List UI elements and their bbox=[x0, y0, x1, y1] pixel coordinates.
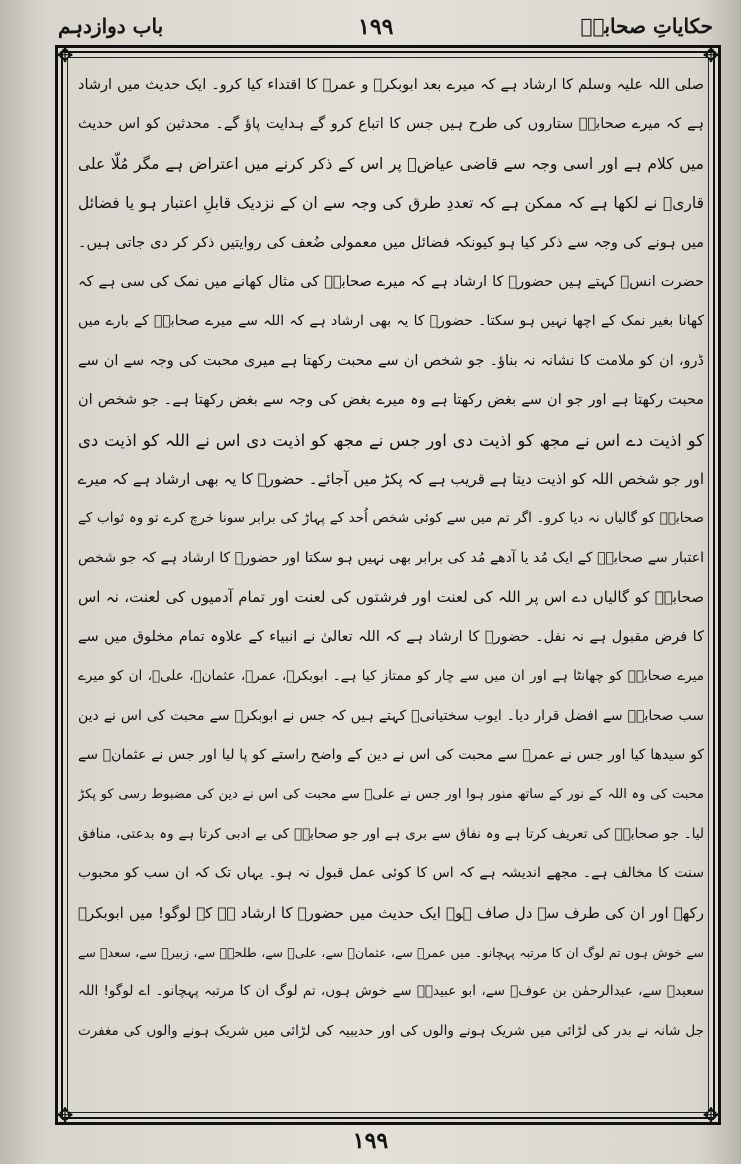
text-line: کو اذیت دے اس نے مجھ کو اذیت دی اور جس نے مجھ کو اذیت دی اس نے اللہ کو اذیت دی bbox=[78, 430, 704, 450]
text-line: ہے کہ میرے صحابہؓ ستاروں کی طرح ہیں جس کا اتباع کرو گے ہدایت پاؤ گے۔ محدثین کو اس حدیث bbox=[78, 116, 704, 133]
text-line: سنت کا مخالف ہے۔ مجھے اندیشہ ہے کہ اس کا کوئی عمل قبول نہ ہو۔ یہاں تک کہ ان سب کو محبوب bbox=[78, 865, 704, 882]
text-line: لیا۔ جو صحابہؓ کی تعریف کرتا ہے وہ نفاق سے بری ہے اور جو صحابہؓ کی بے ادبی کرتا ہے وہ بدعتی، منافق bbox=[78, 825, 704, 842]
text-line: صحابہؓ کو گالیاں دے اس پر اللہ کی لعنت اور فرشتوں کی لعنت اور تمام آدمیوں کی لعنت، نہ اس bbox=[78, 588, 704, 607]
text-line: صلی اللہ علیہ وسلم کا ارشاد ہے کہ میرے بعد ابوبکرؓ و عمرؓ کا اقتداء کیا کرو۔ ایک حدیث میں ارشاد bbox=[78, 77, 704, 93]
text-line: میں ہونے کی وجہ سے ذکر کیا ہو کیونکہ فضائل میں معمولی ضُعف کی روایتیں ذکر کر دی جاتی ہیں۔ bbox=[78, 234, 704, 251]
text-line: سعیدؓ سے، عبدالرحمٰن بن عوفؓ سے، ابو عبیدہؓ سے خوش ہوں، تم لوگ ان کا مرتبہ پہچانو۔ اے لوگو! اللہ bbox=[78, 983, 704, 1000]
text-line: رکھے اور ان کی طرف سے دل صاف ہو۔ ایک حدیث میں حضورؐ کا ارشاد ہے کہ لوگو! میں ابوبکرؓ bbox=[78, 903, 704, 922]
corner-ornament-icon: ✥ bbox=[702, 43, 720, 67]
text-line: کا فرض مقبول ہے نہ نفل۔ حضورؐ کا ارشاد ہے کہ اللہ تعالیٰ نے انبیاء کے علاوہ تمام مخلوق میں سے bbox=[78, 628, 704, 645]
footer-page-number: ۱۹۹ bbox=[352, 1128, 389, 1154]
text-line: کھانا بغیر نمک کے اچھا نہیں ہو سکتا۔ حضورؐ کا یہ بھی ارشاد ہے کہ اللہ سے میرے صحابہؓ کے بارے میں bbox=[78, 313, 704, 330]
text-line: محبت رکھتا ہے اور جو ان سے بغض رکھتا ہے وہ میرے بغض کی وجہ سے بغض رکھتا ہے۔ جو شخص ان bbox=[78, 392, 704, 409]
decorative-border-frame bbox=[55, 45, 721, 1125]
text-line: میں کلام ہے اور اسی وجہ سے قاضی عیاضؒ پر اس کے ذکر کرنے میں اعتراض ہے مگر مُلّا علی bbox=[78, 154, 704, 173]
text-line: کو سیدھا کیا اور جس نے عمرؓ سے محبت کی اس نے دین کے واضح راستے کو پا لیا اور جس نے عثمانؓ سے bbox=[78, 746, 704, 763]
text-line: ڈرو، ان کو ملامت کا نشانہ نہ بناؤ۔ جو شخص ان سے محبت رکھتا ہے میری محبت کی وجہ سے ان سے bbox=[78, 352, 704, 369]
text-line: جل شانہ نے بدر کی لڑائی میں شریک ہونے والوں کی اور حدیبیہ کی لڑائی میں شریک ہونے والوں کی مغفرت bbox=[78, 1022, 704, 1039]
chapter-title: باب دوازدہم bbox=[58, 14, 164, 38]
corner-ornament-icon: ✥ bbox=[56, 1103, 74, 1127]
text-line: صحابہؓ کو گالیاں نہ دیا کرو۔ اگر تم میں سے کوئی شخص اُحد کے پہاڑ کی برابر سونا خرچ کرے تو وہ ثواب کے bbox=[78, 510, 704, 527]
page-header bbox=[40, 12, 723, 46]
text-line: حضرت انسؓ کہتے ہیں حضورؐ کا ارشاد ہے کہ میرے صحابہؓ کی مثال کھانے میں نمک کی سی ہے کہ bbox=[78, 274, 704, 291]
text-line: قاریؒ نے لکھا ہے کہ ممکن ہے کہ تعددِ طرق کی وجہ سے ان کے نزدیک قابلِ اعتبار ہو یا فضائل bbox=[78, 194, 704, 213]
text-line: اور جو شخص اللہ کو اذیت دیتا ہے قریب ہے کہ پکڑ میں آجائے۔ حضورؐ کا یہ بھی ارشاد ہے کہ میرے bbox=[78, 470, 704, 489]
text-line: سب صحابہؓ سے افضل قرار دیا۔ ایوب سختیانیؒ کہتے ہیں کہ جس نے ابوبکرؓ سے محبت کی اس نے دین bbox=[78, 707, 704, 724]
text-line: میرے صحابہؓ کو چھانٹا ہے اور ان میں سے چار کو ممتاز کیا ہے۔ ابوبکرؓ، عمرؓ، عثمانؓ، علیؓ، ان کو میرے bbox=[78, 668, 704, 685]
header-page-number: ۱۹۹ bbox=[358, 14, 394, 40]
text-line: محبت کی وہ اللہ کے نور کے ساتھ منور ہوا اور جس نے علیؓ سے محبت کی اس نے دین کی مضبوط رسی کو پکڑ bbox=[78, 787, 704, 803]
book-title: حکایاتِ صحابہؓ bbox=[580, 14, 713, 38]
corner-ornament-icon: ✥ bbox=[702, 1103, 720, 1127]
text-line: سے خوش ہوں تم لوگ ان کا مرتبہ پہچانو۔ میں عمرؓ سے، عثمانؓ سے، علیؓ سے، طلحہؓ سے، زبیرؓ سے، سعدؓ سے bbox=[78, 944, 704, 960]
corner-ornament-icon: ✥ bbox=[56, 43, 74, 67]
main-text-block bbox=[78, 66, 704, 1104]
text-line: اعتبار سے صحابہؓ کے ایک مُد یا آدھے مُد کی برابر بھی نہیں ہو سکتا اور حضورؐ کا ارشاد ہے کہ جو شخص bbox=[78, 549, 704, 566]
